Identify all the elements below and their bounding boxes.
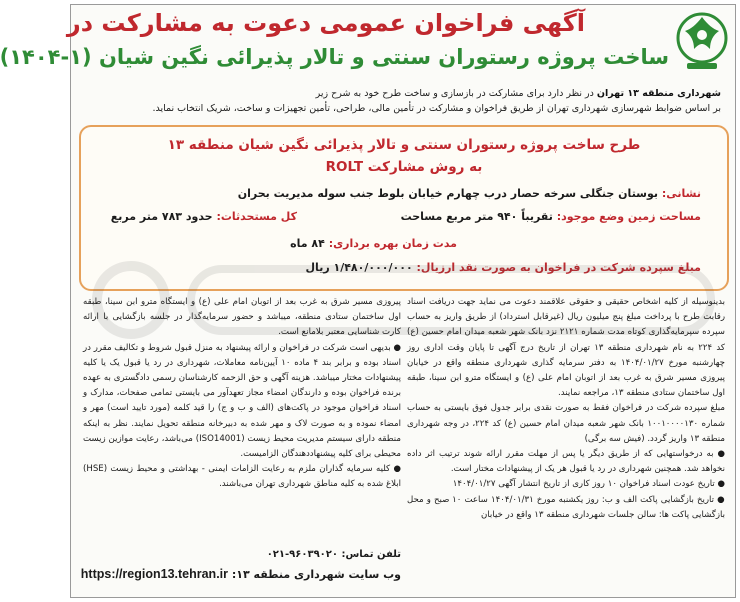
operation-period-label: مدت زمان بهره برداری: xyxy=(328,237,457,250)
address-row xyxy=(238,187,701,200)
project-details-box xyxy=(79,125,729,291)
left-column xyxy=(83,295,401,565)
built-area-value: حدود ۷۸۳ متر مربع xyxy=(110,210,213,223)
left-paragraph: ● بدیهی است شرکت در فراخوان و ارائه پیشنهاد به منزل قبول شروط و تکالیف مقرر در اسناد بوده و برابر بند ۴ ماده ۱۰ آیین‌نامه معاملات، شهرداری در رد یا قبول یک یا کلیه پیشنهادات مختار میباشد. هزینه آگهی و حق الزحمه کارشناسان رسمی دادگستری به عهده برنده فراخوان بوده و دارندگان امضاء مجاز تعهدآور می بایستی تمامی صفحات، مدارک و اسناد فراخوان موجود در پاکت‌های (الف و ب و ج) را قید کلمه (مورد تایید است) مهر و امضاء نموده و به صورت لاک و مهر شده به دبیرخانه منطقه تحویل نمایند. نظر به اینکه منطقه دارای سیستم مدیریت محیط زیست (ISO14001) می‌باشد، رعایت موازین زیست محیطی برای کلیه پیشنهاددهندگان الزامیست. xyxy=(83,342,401,460)
address-label: نشانی: xyxy=(661,187,701,200)
land-area-value: تقریباً ۹۴۰ متر مربع مساحت xyxy=(400,210,553,223)
deposit-label: مبلغ سپرده شرکت در فراخوان به صورت نقد ارزیال: xyxy=(416,261,701,274)
website-label: وب سایت شهرداری منطقه ۱۳: xyxy=(231,568,401,581)
land-area-row xyxy=(401,210,701,223)
built-area-row xyxy=(111,210,297,223)
operation-period-value: ۸۴ ماه xyxy=(290,237,325,250)
title-line-2: ساخت پروژه رستوران سنتی و تالار پذیرائی نگین شیان (۱-۱۴۰۴) xyxy=(0,45,669,69)
intro-line-1 xyxy=(81,87,721,100)
box-title-line-2: به روش مشارکت ROLT xyxy=(325,159,483,175)
built-area-label: کل مستحدثات: xyxy=(216,210,297,223)
intro-text: در نظر دارد برای مشارکت در بازسازی و ساخت طرح خود به شرح زیر xyxy=(315,88,594,99)
left-paragraph: ● کلیه سرمایه گذاران ملزم به رعایت الزامات ایمنی - بهداشتی و محیط زیست (HSE) ابلاغ شده به کلیه مناطق شهرداری تهران می‌باشند. xyxy=(83,464,401,490)
box-title-line-1: طرح ساخت پروژه رستوران سنتی و تالار پذیرائی نگین شیان منطقه ۱۳ xyxy=(167,137,641,153)
left-paragraph: پیروزی مسیر شرق به غرب بعد از اتوبان امام علی (ع) و ایستگاه مترو ابن سینا، طبقه اول ساختمان ستادی منطقه، میباشد و حضور سرمایه‌گذار در جلسه بازگشایی با ارائه کارت شناسایی معتبر بلامانع است. xyxy=(83,297,401,338)
website-line xyxy=(80,567,401,581)
address-value: بوستان جنگلی سرخه حصار درب چهارم خیابان بلوط جنب سوله مدیریت بحران xyxy=(237,187,659,200)
right-paragraph: مبلغ سپرده شرکت در فراخوان فقط به صورت نقدی برابر جدول فوق بایستی به حساب شماره ۱۰۰۱۰۰۰۰۱۳۰ بانک شهر شعبه میدان امام حسین (ع) کد ۲۲۴، در وجه شهرداری منطقه ۱۳ واریز گردد. (فیش سه برگی) xyxy=(407,403,726,444)
intro-line-2: بر اساس ضوابط شهرسازی شهرداری تهران از طریق فراخوان و مشارکت در تأمین مالی، طراحی، تأمین تجهیزات و ساخت، شریک انتخاب نماید. xyxy=(152,103,721,114)
land-area-label: مساحت زمین وضع موجود: xyxy=(556,210,701,223)
intro-bold: شهرداری منطقه ۱۳ تهران xyxy=(596,88,721,99)
operation-period-row xyxy=(290,237,457,250)
right-paragraph: ● تاریخ عودت اسناد فراخوان ۱۰ روز کاری از تاریخ انتشار آگهی ۱۴۰۴/۰۱/۲۷ xyxy=(452,479,725,490)
deposit-row xyxy=(306,261,701,274)
title-line-1: آگهی فراخوان عمومی دعوت به مشارکت در xyxy=(66,9,585,37)
right-column xyxy=(407,295,725,595)
deposit-value: ۱/۴۸۰/۰۰۰/۰۰۰ ریال xyxy=(305,261,413,274)
contact-phone: تلفن تماس: ۹۶۰۳۹۰۲۰-۰۲۱ xyxy=(266,549,401,560)
advertisement-page xyxy=(0,4,736,598)
tehran-municipality-logo-icon xyxy=(675,11,729,71)
right-paragraph: ● به درخواستهایی که از طریق دیگر یا پس از مهلت مقرر ارائه شوند ترتیب اثر داده نخواهد شد. همچنین شهرداری در رد یا قبول هر یک از پیشنهادات مختار است. xyxy=(407,449,725,475)
right-paragraph: بدینوسیله از کلیه اشخاص حقیقی و حقوقی علاقمند دعوت می نماید جهت دریافت اسناد رقابت طرح با پرداخت مبلغ پنج میلیون ریال (غیرقابل استرداد) از طریق واریز به حساب سپرده سپرمایه‌گذاری کوتاه مدت شماره ۲۱۲۱ نزد بانک شهر شعبه میدان امام حسین (ع) کد ۲۲۴ به نام شهرداری منطقه ۱۳ تهران از تاریخ درج آگهی تا پایان وقت اداری روز چهارشنبه مورخ ۱۴۰۴/۰۱/۲۷ به دفتر سرمایه گذاری شهرداری منطقه واقع در خیابان پیروزی مسیر شرق به غرب بعد از اتوبان امام علی (ع) و ایستگاه مترو ابن سینا، طبقه اول ساختمان ستادی منطقه ۱۳، مراجعه نمایند. xyxy=(407,297,726,399)
right-paragraph: ● تاریخ بازگشایی پاکت الف و ب: روز یکشنبه مورخ ۱۴۰۴/۰۱/۳۱ ساعت ۱۰ صبح و محل بازگشایی پاکت ها: سالن جلسات شهرداری منطقه ۱۳ واقع در خیابان xyxy=(407,494,726,520)
website-link[interactable]: https://region13.tehran.ir xyxy=(80,567,229,581)
